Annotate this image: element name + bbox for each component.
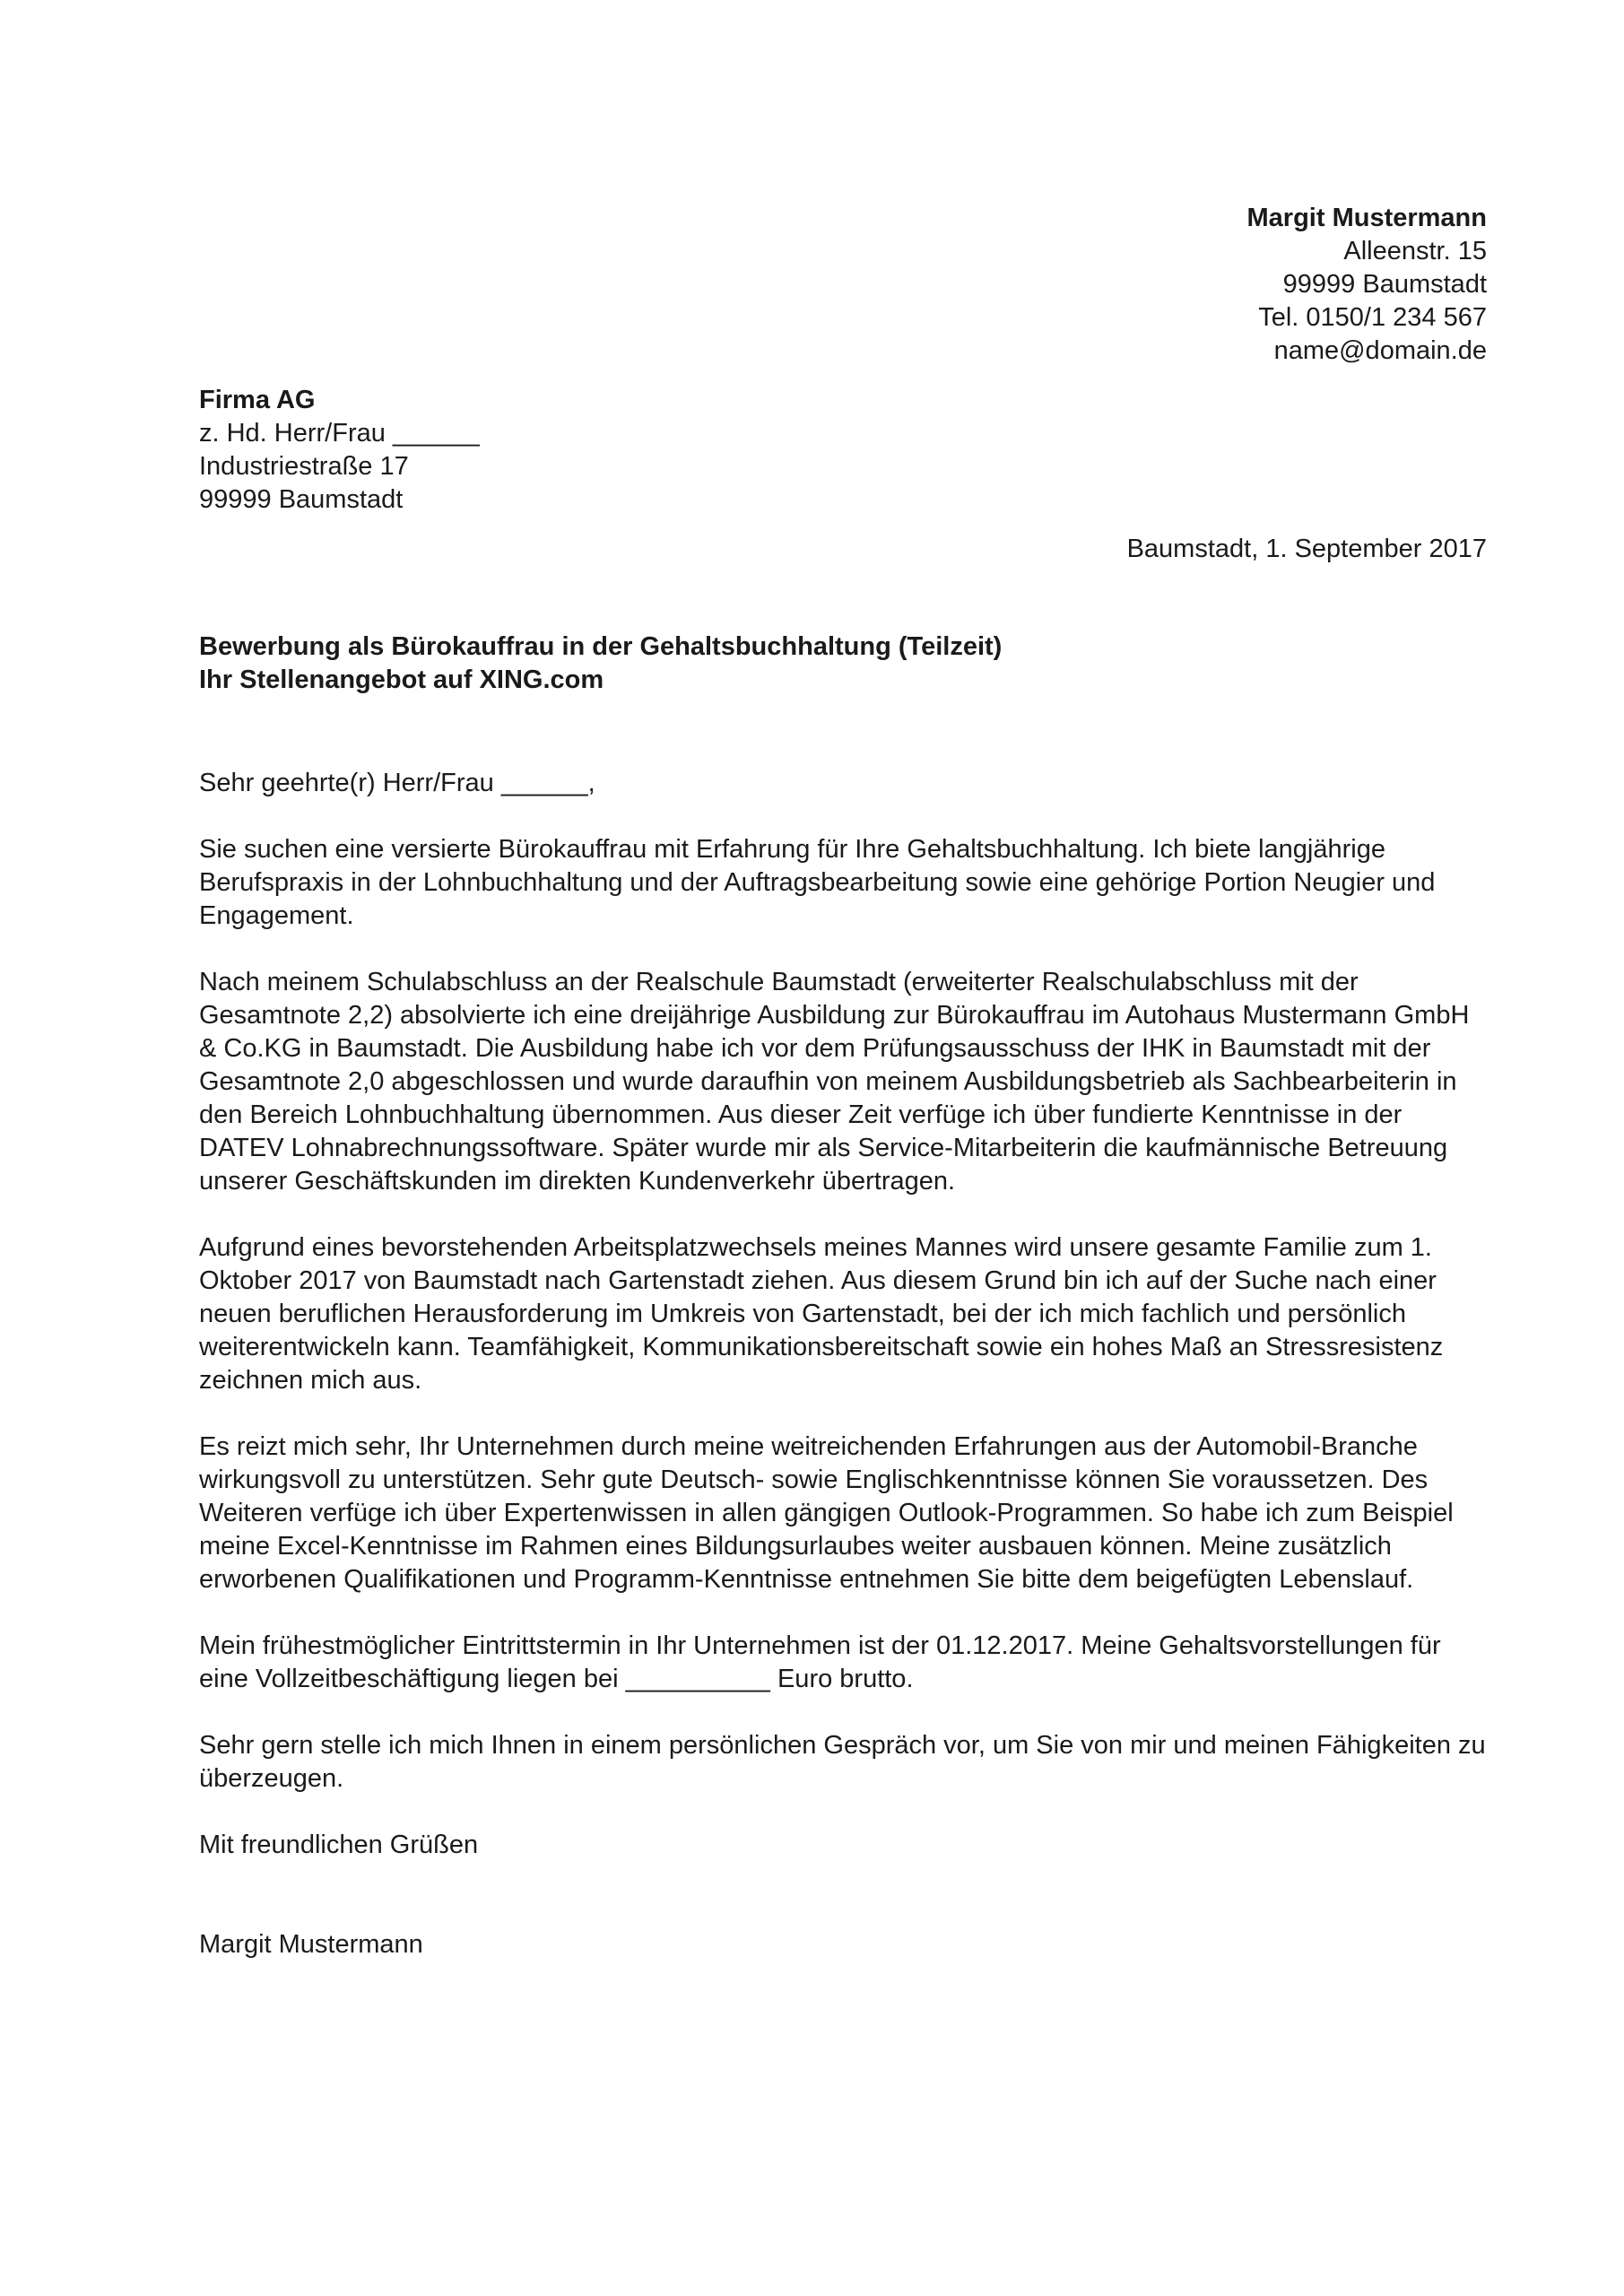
- date-line: Baumstadt, 1. September 2017: [1126, 535, 1487, 563]
- subject-block: [199, 631, 1487, 697]
- sender-name: Margit Mustermann: [1246, 204, 1487, 232]
- paragraph-1: Sie suchen eine versierte Bürokauffrau mit Erfahrung für Ihre Gehaltsbuchhaltung. Ich biete langjährige Berufspraxis in der Lohnbuchhaltung und der Auftragsbearbeitung sowie eine gehörige Portion Neugier und Engagement.: [199, 835, 1436, 930]
- subject-line-2: Ihr Stellenangebot auf XING.com: [199, 665, 604, 694]
- recipient-address-block: [199, 384, 1487, 517]
- subject-line-1: Bewerbung als Bürokauffrau in der Gehaltsbuchhaltung (Teilzeit): [199, 632, 1003, 661]
- sender-phone: Tel. 0150/1 234 567: [1258, 303, 1487, 332]
- salutation: Sehr geehrte(r) Herr/Frau ______,: [199, 769, 595, 797]
- recipient-city: 99999 Baumstadt: [199, 485, 404, 514]
- closing-phrase: Mit freundlichen Grüßen: [199, 1831, 479, 1859]
- paragraph-3: Aufgrund eines bevorstehenden Arbeitsplatzwechsels meines Mannes wird unsere gesamte Familie zum 1. Oktober 2017 von Baumstadt nach Gartenstadt ziehen. Aus diesem Grund bin ich auf der Suche nach einer neuen beruflichen Herausforderung im Umkreis von Gartenstadt, bei der ich mich fachlich und persönlich weiterentwickeln kann. Teamfähigkeit, Kommunikationsbereitschaft sowie ein hohes Maß an Stressresistenz zeichnen mich aus.: [199, 1233, 1444, 1395]
- paragraph-5: Mein frühestmöglicher Eintrittstermin in Ihr Unternehmen ist der 01.12.2017. Meine Gehaltsvorstellungen für eine Vollzeitbeschäftigung liegen bei __________ Euro brutto.: [199, 1631, 1441, 1693]
- paragraph-6: Sehr gern stelle ich mich Ihnen in einem persönlichen Gespräch vor, um Sie von mir und meinen Fähigkeiten zu überzeugen.: [199, 1731, 1486, 1793]
- letter-content: [199, 202, 1487, 1961]
- recipient-street: Industriestraße 17: [199, 452, 409, 481]
- paragraph-4: Es reizt mich sehr, Ihr Unternehmen durch meine weitreichenden Erfahrungen aus der Automobil-Branche wirkungsvoll zu unterstützen. Sehr gute Deutsch- sowie Englischkenntnisse können Sie voraussetzen. Des Weiteren verfüge ich über Expertenwissen in allen gängigen Outlook-Programmen. So habe ich zum Beispiel meine Excel-Kenntnisse im Rahmen eines Bildungsurlaubes weiter ausbauen können. Meine zusätzlich erworbenen Qualifikationen und Programm-Kenntnisse entnehmen Sie bitte dem beigefügten Lebenslauf.: [199, 1432, 1454, 1594]
- recipient-company: Firma AG: [199, 386, 316, 414]
- sender-email: name@domain.de: [1273, 336, 1487, 365]
- paragraph-2: Nach meinem Schulabschluss an der Realschule Baumstadt (erweiterter Realschulabschluss mit der Gesamtnote 2,2) absolvierte ich eine dreijährige Ausbildung zur Bürokauffrau im Autohaus Mustermann GmbH & Co.KG in Baumstadt. Die Ausbildung habe ich vor dem Prüfungsausschuss der IHK in Baumstadt mit der Gesamtnote 2,0 abgeschlossen und wurde daraufhin von meinem Ausbildungsbetrieb als Sachbearbeiterin in den Bereich Lohnbuchhaltung übernommen. Aus dieser Zeit verfüge ich über fundierte Kenntnisse in der DATEV Lohnabrechnungssoftware. Später wurde mir als Service-Mitarbeiterin die kaufmännische Betreuung unserer Geschäftskunden im direkten Kundenverkehr übertragen.: [199, 968, 1470, 1196]
- signature-name: Margit Mustermann: [199, 1930, 423, 1959]
- sender-city: 99999 Baumstadt: [1282, 270, 1487, 299]
- sender-street: Alleenstr. 15: [1343, 237, 1487, 265]
- sender-address-block: [199, 202, 1487, 368]
- recipient-contact: z. Hd. Herr/Frau ______: [199, 419, 480, 448]
